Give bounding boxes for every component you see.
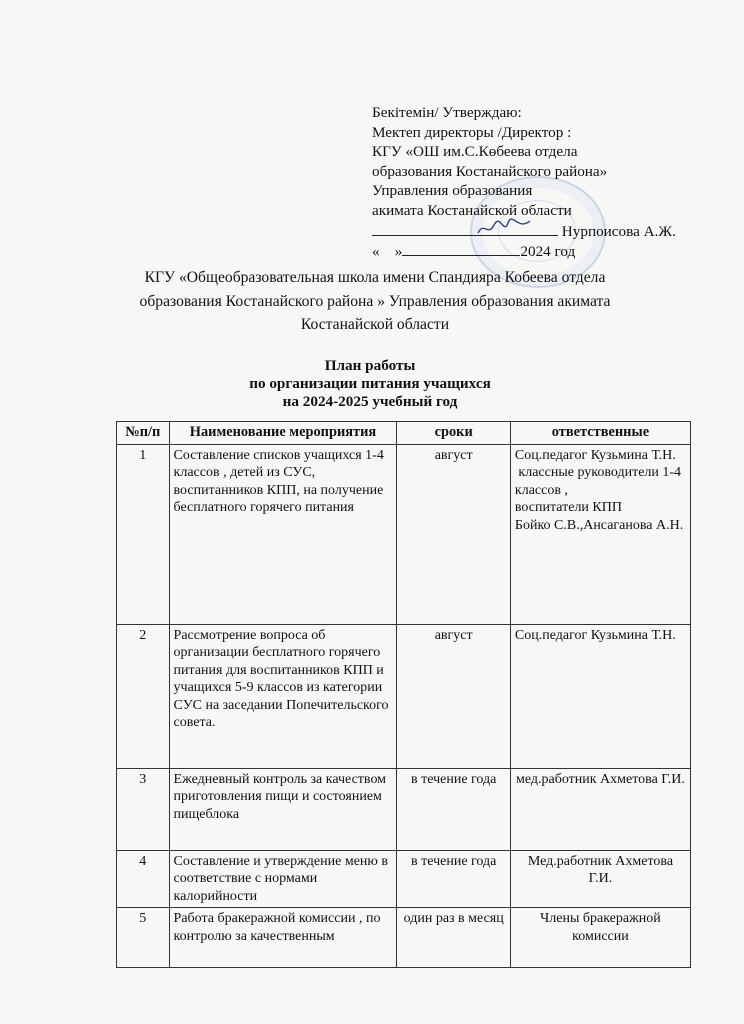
resp-line: Соц.педагог Кузьмина Т.Н.	[514, 627, 676, 643]
row-num: 4	[117, 850, 170, 908]
row-num: 1	[117, 444, 170, 624]
row-name: Составление и утверждение меню в соответствие с нормами калорийности	[169, 850, 397, 908]
row-resp	[510, 850, 690, 908]
date-blank	[402, 241, 520, 256]
resp-line: Мед.работник Ахметова Г.И.	[527, 853, 674, 886]
row-name: Работа бракеражной комиссии , по контролю за качественным	[169, 908, 397, 968]
resp-line: Члены бракеражной комиссии	[540, 911, 661, 944]
row-resp	[510, 444, 690, 624]
table-row	[117, 624, 691, 768]
resp-line: мед.работник Ахметова Г.И.	[515, 771, 685, 787]
table-row	[117, 850, 691, 908]
resp-line: воспитатели КПП	[514, 500, 622, 515]
resp-line: классные руководители 1-4 классов ,	[514, 465, 685, 498]
plan-table	[116, 421, 691, 968]
approval-line: КГУ «ОШ им.С.Көбеева отдела	[372, 143, 578, 161]
table-row	[117, 768, 691, 850]
plan-title	[200, 357, 540, 411]
approval-line: акимата Костанайской области	[372, 201, 572, 219]
header-resp: ответственные	[510, 422, 690, 445]
row-num: 5	[117, 908, 170, 968]
date-year: 2024 год	[520, 243, 576, 261]
resp-line: Соц.педагог Кузьмина Т.Н.	[514, 447, 676, 463]
date-prefix: « »	[372, 243, 403, 261]
row-num: 3	[117, 768, 170, 850]
organization-heading: КГУ «Общеобразовательная школа имени Спандияра Кобеева отдела образования Костанайского района » Управления образования акимата Костанайской области	[139, 269, 611, 333]
date-line	[372, 241, 702, 262]
table-row	[117, 908, 691, 968]
title-line: по организации питания учащихся	[249, 375, 491, 392]
header-term: сроки	[397, 422, 510, 445]
approval-line: Управления образования	[372, 182, 533, 200]
row-resp	[510, 908, 690, 968]
header-num: №п/п	[117, 422, 170, 445]
row-term: август	[397, 444, 510, 624]
header-name: Наименование мероприятия	[169, 422, 397, 445]
approval-line: Бекітемін/ Утверждаю:	[372, 104, 522, 121]
row-term: август	[397, 624, 510, 768]
signature-line	[372, 221, 702, 242]
row-term: в течение года	[397, 768, 510, 850]
title-line: на 2024-2025 учебный год	[282, 393, 458, 410]
row-term: в течение года	[397, 850, 510, 908]
row-name: Ежедневный контроль за качеством приготовления пищи и состоянием пищеблока	[169, 768, 397, 850]
row-resp	[510, 768, 690, 850]
approval-line: Мектеп директоры /Директор :	[372, 123, 572, 141]
approval-line: образования Костанайского района»	[372, 162, 608, 180]
resp-line: Бойко С.В.,Ансаганова А.Н.	[514, 517, 684, 533]
signer-name: Нурпоисова А.Ж.	[561, 222, 676, 240]
row-num: 2	[117, 624, 170, 768]
row-name: Составление списков учащихся 1-4 классов , детей из СУС, воспитанников КПП, на получение бесплатного горячего питания	[169, 444, 397, 624]
approval-block	[372, 103, 702, 262]
title-line: План работы	[324, 357, 416, 374]
signature-blank	[372, 221, 558, 236]
table-row	[117, 444, 691, 624]
row-term: один раз в месяц	[397, 908, 510, 968]
table-header-row	[117, 422, 691, 445]
row-name: Рассмотрение вопроса об организации бесплатного горячего питания для воспитанников КПП и учащихся 5-9 классов из категории СУС на заседании Попечительского совета.	[169, 624, 397, 768]
row-resp	[510, 624, 690, 768]
